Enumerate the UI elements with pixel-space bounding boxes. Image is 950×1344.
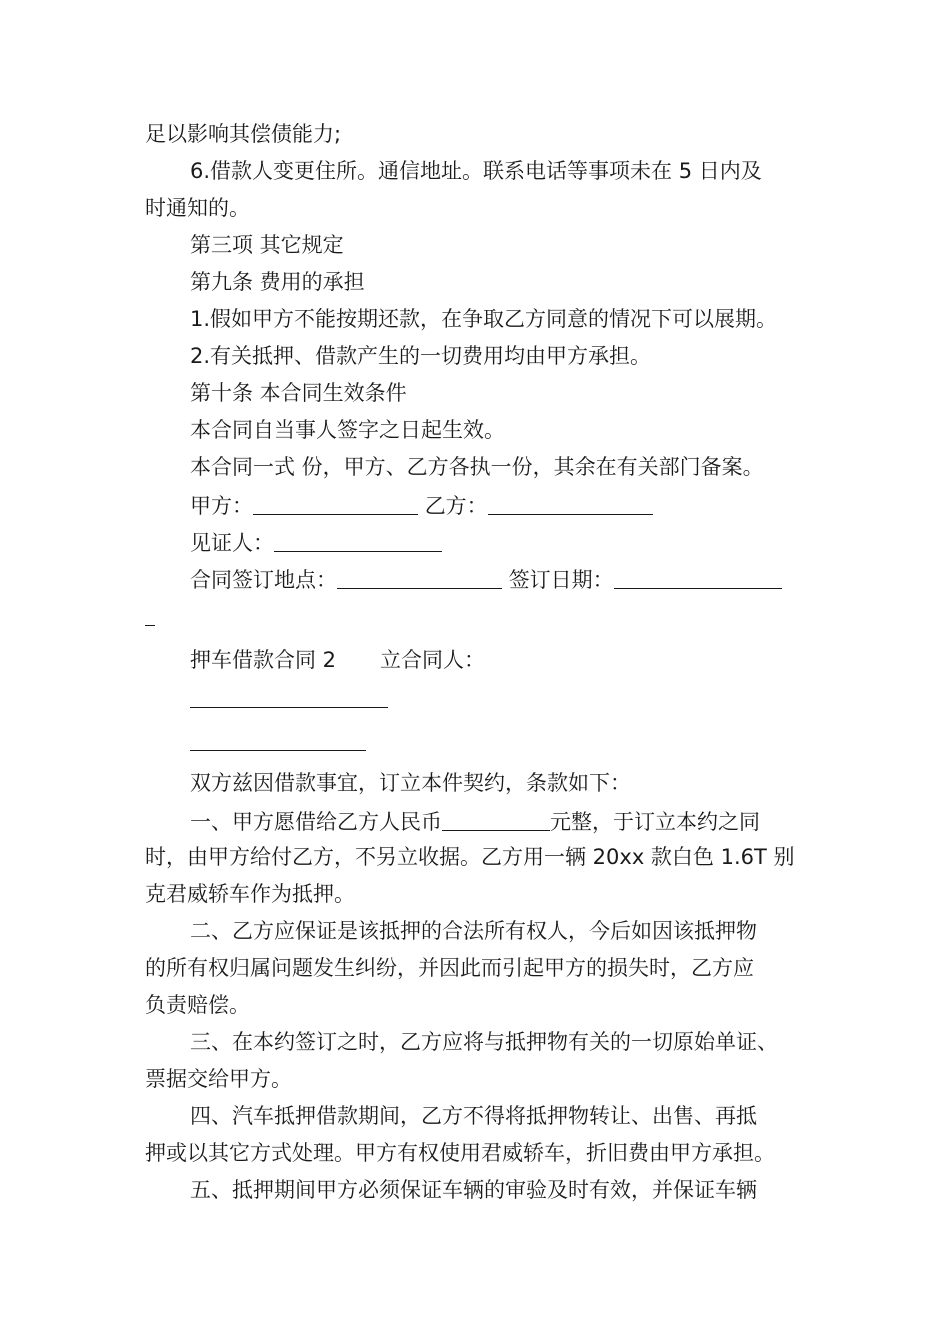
paragraph-line: 时，由甲方给付乙方，不另立收据。乙方用一辆 20xx 款白色 1.6T 别	[145, 845, 795, 869]
paragraph-line: 本合同一式 份，甲方、乙方各执一份，其余在有关部门备案。	[190, 455, 764, 479]
parties-label: 立合同人：	[380, 648, 486, 672]
party-blank-row	[145, 679, 810, 716]
paragraph-line: 押或以其它方式处理。甲方有权使用君威轿车，折旧费由甲方承担。	[145, 1141, 775, 1165]
party-2-blank[interactable]	[190, 724, 366, 751]
date-blank[interactable]	[614, 562, 782, 589]
section-heading: 第三项 其它规定	[190, 233, 344, 257]
paragraph-line: 的所有权归属问题发生纠纷，并因此而引起甲方的损失时，乙方应	[145, 956, 754, 980]
paragraph-line: 双方兹因借款事宜，订立本件契约，条款如下：	[190, 771, 631, 795]
date-label: 签订日期：	[508, 568, 614, 592]
contract2-title: 押车借款合同 2	[190, 648, 337, 672]
witness-blank[interactable]	[274, 525, 442, 552]
clause-1-line	[145, 802, 810, 839]
amount-blank[interactable]	[442, 804, 550, 831]
clause-1-text-a: 一、甲方愿借给乙方人民币	[190, 810, 442, 834]
party-b-label: 乙方：	[424, 494, 488, 518]
party-b-blank[interactable]	[488, 488, 653, 515]
party-a-blank[interactable]	[253, 488, 418, 515]
paragraph-line: 本合同自当事人签字之日起生效。	[190, 418, 505, 442]
paragraph-line: 6.借款人变更住所。通信地址。联系电话等事项未在 5 日内及	[190, 159, 762, 183]
date-blank-tail[interactable]	[145, 599, 155, 626]
place-date-row	[145, 560, 810, 597]
article-heading: 第十条 本合同生效条件	[190, 381, 407, 405]
clause-1-text-b: 元整，于订立本约之同	[550, 810, 760, 834]
party-1-blank[interactable]	[190, 681, 388, 708]
document-body	[145, 116, 810, 1209]
paragraph-line: 时通知的。	[145, 196, 250, 220]
signature-row	[145, 486, 810, 523]
witness-row	[145, 523, 810, 560]
paragraph-line: 足以影响其偿债能力;	[145, 122, 342, 146]
date-blank-continuation	[145, 597, 810, 634]
paragraph-line: 负责赔偿。	[145, 993, 250, 1017]
paragraph-line: 克君威轿车作为抵押。	[145, 882, 355, 906]
place-label: 合同签订地点：	[190, 568, 337, 592]
party-blank-row	[145, 722, 810, 759]
paragraph-line: 三、在本约签订之时，乙方应将与抵押物有关的一切原始单证、	[190, 1030, 778, 1054]
party-a-label: 甲方：	[190, 494, 253, 518]
paragraph-line: 二、乙方应保证是该抵押的合法所有权人，今后如因该抵押物	[190, 919, 757, 943]
paragraph-line: 票据交给甲方。	[145, 1067, 292, 1091]
paragraph-line: 四、汽车抵押借款期间，乙方不得将抵押物转让、出售、再抵	[190, 1104, 757, 1128]
witness-label: 见证人：	[190, 531, 274, 555]
paragraph-line: 1.假如甲方不能按期还款，在争取乙方同意的情况下可以展期。	[190, 307, 778, 331]
article-heading: 第九条 费用的承担	[190, 270, 365, 294]
paragraph-line: 五、抵押期间甲方必须保证车辆的审验及时有效，并保证车辆	[190, 1178, 757, 1202]
place-blank[interactable]	[337, 562, 502, 589]
contract2-title-row	[145, 642, 810, 679]
paragraph-line: 2.有关抵押、借款产生的一切费用均由甲方承担。	[190, 344, 652, 368]
